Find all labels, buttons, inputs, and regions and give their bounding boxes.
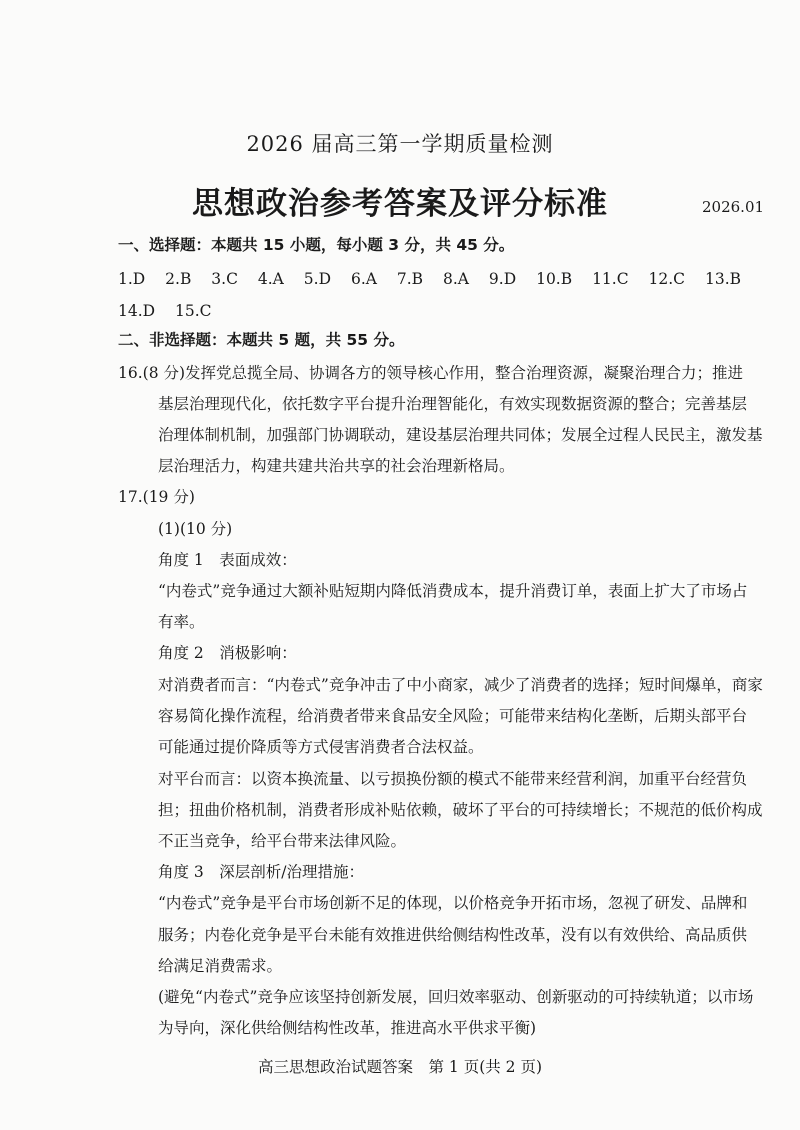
q16-line: 层治理活力，构建共建共治共享的社会治理新格局。 [158, 457, 515, 475]
section2-heading: 二、非选择题：本题共 5 题，共 55 分。 [118, 331, 405, 349]
angle2-platform-line: 不正当竞争，给平台带来法律风险。 [158, 832, 407, 850]
angle2-consumer-line: 容易简化操作流程，给消费者带来食品安全风险；可能带来结构化垄断，后期头部平台 [158, 707, 748, 725]
angle3-line: “内卷式”竞争是平台市场创新不足的体现，以价格竞争开拓市场，忽视了研发、品牌和 [158, 894, 748, 912]
angle1-title: 角度 1 表面成效： [158, 551, 297, 569]
answer-item: 7.B [396, 270, 424, 288]
angle3-line: 服务；内卷化竞争是平台未能有效推进供给侧结构性改革，没有以有效供给、高品质供 [158, 926, 748, 944]
answer-item: 5.D [303, 270, 332, 288]
angle2-consumer-line: 可能通过提价降质等方式侵害消费者合法权益。 [158, 738, 484, 756]
angle3-line: 给满足消费需求。 [158, 957, 283, 975]
angle2-title: 角度 2 消极影响： [158, 644, 297, 662]
angle1-line: 有率。 [158, 613, 205, 631]
q17-sub1: (1)(10 分) [158, 520, 233, 538]
q16-line: 基层治理现代化，依托数字平台提升治理智能化，有效实现数据资源的整合；完善基层 [158, 395, 748, 413]
answer-item: 3.C [211, 270, 238, 288]
q16-line: 治理体制机制，加强部门协调联动，建设基层治理共同体；发展全过程人民民主，激发基 [158, 426, 763, 444]
q17-title: 17.(19 分) [118, 488, 195, 506]
note-line: (避免“内卷式”竞争应该坚持创新发展，回归效率驱动、创新驱动的可持续轨道；以市场 [158, 988, 754, 1006]
answer-item: 15.C [175, 302, 212, 320]
answer-item: 13.B [704, 270, 742, 288]
page-footer: 高三思想政治试题答案 第 1 页(共 2 页) [257, 1058, 543, 1076]
angle2-platform-line: 对平台而言：以资本换流量、以亏损换份额的模式不能带来经营利润，加重平台经营负 [158, 770, 748, 788]
issue-date: 2026.01 [702, 198, 765, 216]
note-line: 为导向，深化供给侧结构性改革，推进高水平供求平衡) [158, 1019, 537, 1037]
page-title: 思想政治参考答案及评分标准 [192, 186, 608, 222]
angle2-consumer-line: 对消费者而言：“内卷式”竞争冲击了中小商家，减少了消费者的选择；短时间爆单，商家 [158, 676, 763, 694]
answer-item: 14.D [118, 302, 156, 320]
exam-title: 2026 届高三第一学期质量检测 [246, 132, 554, 156]
answer-item: 8.A [443, 270, 469, 288]
angle2-platform-line: 担；扭曲价格机制，消费者形成补贴依赖，破坏了平台的可持续增长；不规范的低价构成 [158, 801, 763, 819]
angle1-line: “内卷式”竞争通过大额补贴短期内降低消费成本，提升消费订单，表面上扩大了市场占 [158, 582, 748, 600]
angle3-title: 角度 3 深层剖析/治理措施： [158, 863, 365, 881]
answer-item: 2.B [165, 270, 192, 288]
answers-row-2 [118, 302, 227, 320]
answer-item: 10.B [536, 270, 573, 288]
answer-item: 11.C [592, 270, 629, 288]
q16-line: 16.(8 分)发挥党总揽全局、协调各方的领导核心作用，整合治理资源，凝聚治理合力；推进 [118, 364, 744, 382]
section1-heading: 一、选择题：本题共 15 小题，每小题 3 分，共 45 分。 [118, 236, 515, 254]
answer-item: 4.A [257, 270, 284, 288]
answer-item: 1.D [118, 270, 146, 288]
answer-item: 12.C [648, 270, 686, 288]
answer-item: 6.A [350, 270, 377, 288]
answers-row-1 [118, 270, 756, 288]
answer-item: 9.D [488, 270, 517, 288]
